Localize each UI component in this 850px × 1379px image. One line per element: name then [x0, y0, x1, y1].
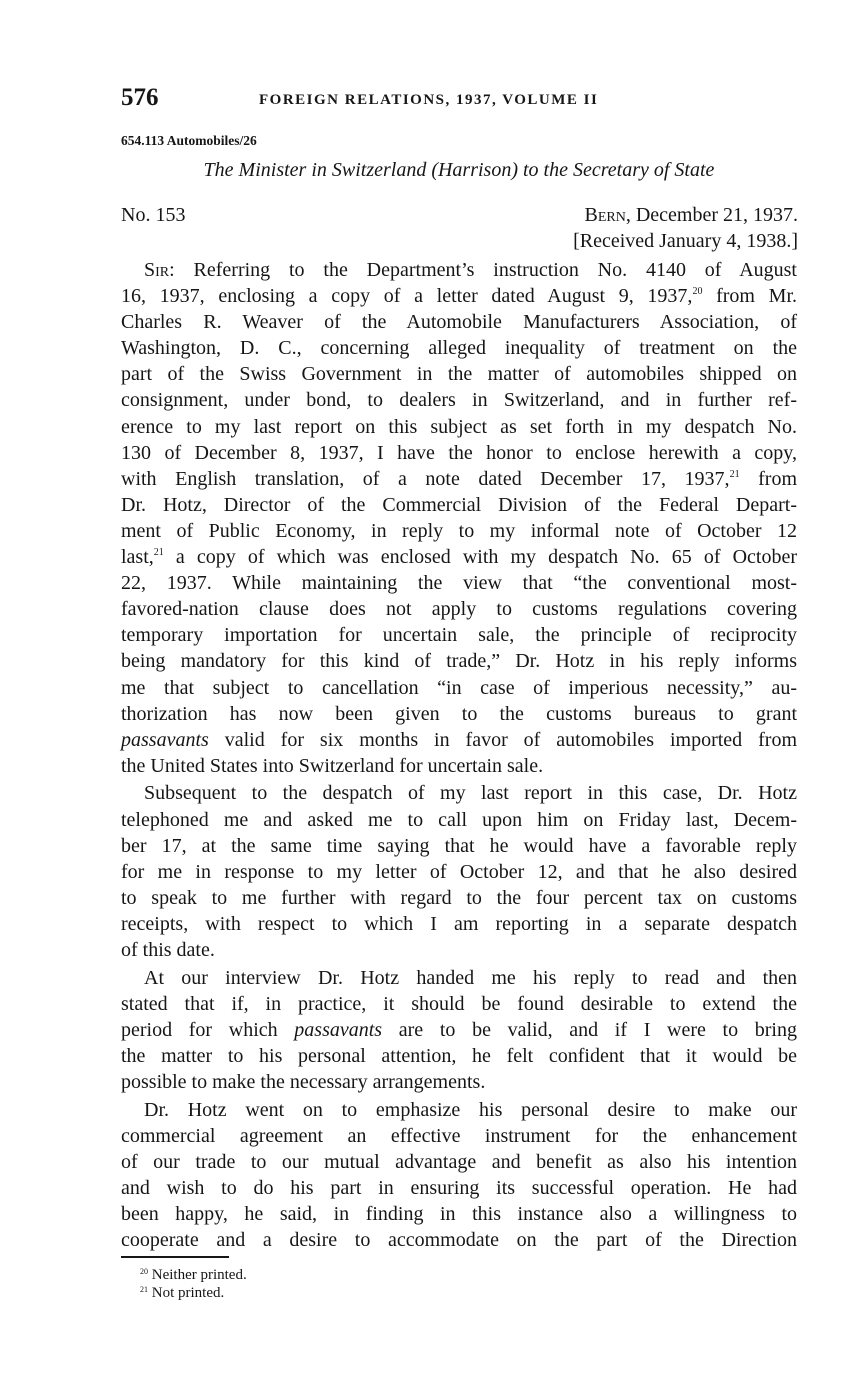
body-line: with English translation, of a note dated December 17, 1937,21 from: [121, 467, 797, 490]
place-date-line: [584, 204, 798, 227]
body-line: for me in response to my letter of October 12, and that he also desired: [121, 860, 797, 883]
salutation: Sir: [144, 259, 170, 281]
body-line: last,$^{21}$ a copy of which was enclosed with my despatch No. 65 of October: [121, 546, 797, 569]
footnote-ref: 21: [729, 468, 740, 480]
body-line: consignment, under bond, to dealers in Switzerland, and in further ref-: [121, 389, 797, 412]
body-line: Subsequent to the despatch of my last report in this case, Dr. Hotz: [144, 782, 797, 805]
body-line: favored-nation clause does not apply to customs regulations covering: [121, 598, 797, 621]
body-line: the matter to his personal attention, he felt confident that it would be: [121, 1045, 797, 1067]
received-date: [Received January 4, 1938.]: [573, 230, 798, 252]
footnote-20: $^{20}$ Neither printed.: [140, 1267, 247, 1283]
body-line: temporary importation for uncertain sale, the principle of reciprocity: [121, 624, 797, 647]
page-header: [121, 84, 797, 118]
body-line: receipts, with respect to which I am reporting in a separate despatch: [121, 912, 797, 935]
body-line: and wish to do his part in ensuring its successful operation. He had: [121, 1177, 797, 1200]
body-line: erence to my last report on this subject as set forth in my despatch No.: [121, 415, 797, 438]
page-number: 576: [121, 84, 159, 111]
body-line: to speak to me further with regard to the four percent tax on customs: [121, 886, 797, 909]
body-line: Dr. Hotz, Director of the Commercial Division of the Federal Depart-: [121, 493, 797, 516]
date: , December 21, 1937.: [625, 204, 798, 226]
body-line: 130 of December 8, 1937, I have the honor to enclose herewith a copy,: [121, 441, 797, 464]
file-reference: 654.113 Automobiles/26: [121, 133, 257, 148]
body-line: of our trade to our mutual advantage and benefit as also his intention: [121, 1150, 797, 1173]
body-line: part of the Swiss Government in the matter of automobiles shipped on: [121, 363, 797, 386]
body-line: cooperate and a desire to accommodate on the part of the Direction: [121, 1229, 797, 1252]
place: Bern: [584, 204, 626, 226]
body-line: ment of Public Economy, in reply to my informal note of October 12: [121, 519, 797, 542]
body-line: Charles R. Weaver of the Automobile Manufacturers Association, of: [121, 311, 797, 334]
running-title: FOREIGN RELATIONS, 1937, VOLUME II: [259, 92, 599, 108]
footnote-21: $^{21}$ Not printed.: [140, 1285, 225, 1301]
body-line: 16, 1937, enclosing a copy of a letter dated August 9, 1937,20 from Mr.: [121, 285, 798, 308]
body-line: been happy, he said, in finding in this instance also a willingness to: [121, 1203, 797, 1226]
body-line: passavants valid for six months in favor of automobiles imported from: [121, 728, 797, 751]
footnote-ref: 21: [153, 547, 164, 559]
body-line: 22, 1937. While maintaining the view that “the conventional most-: [121, 572, 797, 595]
body-line: thorization has now been given to the customs bureaus to grant: [121, 702, 797, 725]
body-line: telephoned me and asked me to call upon him on Friday last, Decem-: [121, 808, 797, 831]
body-line: period for which passavants are to be valid, and if I were to bring: [121, 1018, 797, 1041]
body-line: being mandatory for this kind of trade,” Dr. Hotz in his reply informs: [121, 650, 797, 673]
body-line: the United States into Switzerland for uncertain sale.: [121, 754, 544, 777]
footnote-rule: [121, 1256, 229, 1258]
body-line: me that subject to cancellation “in case of imperious necessity,” au-: [121, 676, 797, 699]
body-line: At our interview Dr. Hotz handed me his reply to read and then: [144, 966, 797, 989]
body-line: of this date.: [121, 939, 215, 962]
footnote-ref: 20: [692, 286, 703, 298]
body-line: Sir: Referring to the Department’s instruction No. 4140 of August: [144, 259, 797, 281]
body-line: ber 17, at the same time saying that he would have a favorable reply: [121, 834, 797, 857]
body-line: stated that if, in practice, it should be found desirable to extend the: [121, 992, 797, 1015]
footnotes: [140, 1266, 247, 1302]
body-line: possible to make the necessary arrangements.: [121, 1071, 486, 1094]
body-line: commercial agreement an effective instrument for the enhancement: [121, 1124, 797, 1147]
document-title: The Minister in Switzerland (Harrison) to the Secretary of State: [203, 159, 715, 181]
letter-body: [121, 257, 797, 1253]
body-line: Dr. Hotz went on to emphasize his personal desire to make our: [144, 1098, 797, 1121]
body-line: Washington, D. C., concerning alleged inequality of treatment on the: [121, 337, 797, 360]
despatch-number: No. 153: [121, 204, 186, 226]
